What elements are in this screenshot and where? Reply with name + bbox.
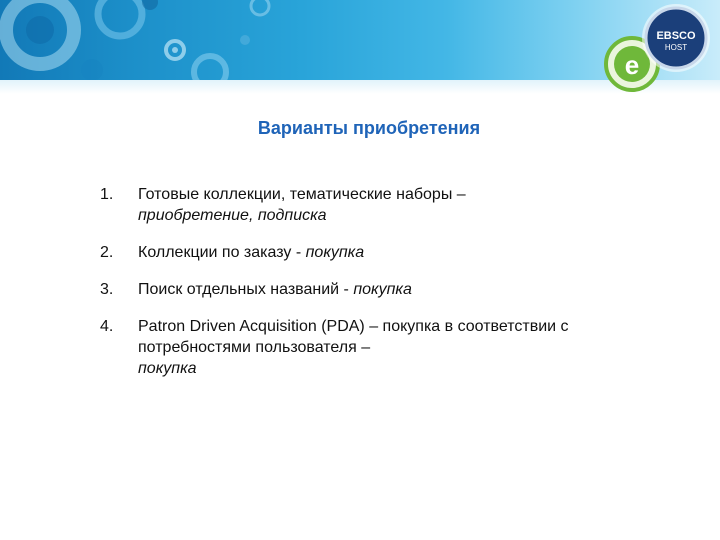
item-text: Поиск отдельных названий - xyxy=(138,281,354,298)
list-item xyxy=(100,279,580,300)
item-number: 4. xyxy=(100,318,114,335)
ebscohost-logo xyxy=(604,2,716,102)
svg-text:HOST: HOST xyxy=(664,43,688,52)
item-emphasis: покупка xyxy=(138,360,197,377)
item-number: 2. xyxy=(100,244,114,261)
item-text: Patron Driven Acquisition (PDA) – покупка в соответствии с потребностями пользователя – xyxy=(138,318,569,356)
item-emphasis: покупка xyxy=(353,281,412,298)
item-emphasis: покупка xyxy=(305,244,365,261)
list-item xyxy=(100,184,580,226)
slide-title: Варианты приобретения xyxy=(257,118,481,138)
svg-text:EBSCO: EBSCO xyxy=(656,30,696,42)
item-text: Коллекции по заказу - xyxy=(138,244,306,261)
item-text: Готовые коллекции, тематические наборы – xyxy=(138,186,466,203)
svg-text:e: e xyxy=(624,50,640,80)
item-emphasis: приобретение, подписка xyxy=(138,207,327,224)
item-number: 3. xyxy=(100,281,114,298)
item-number: 1. xyxy=(100,186,114,203)
options-list xyxy=(100,184,580,379)
list-item xyxy=(100,242,580,263)
list-item xyxy=(100,316,580,379)
